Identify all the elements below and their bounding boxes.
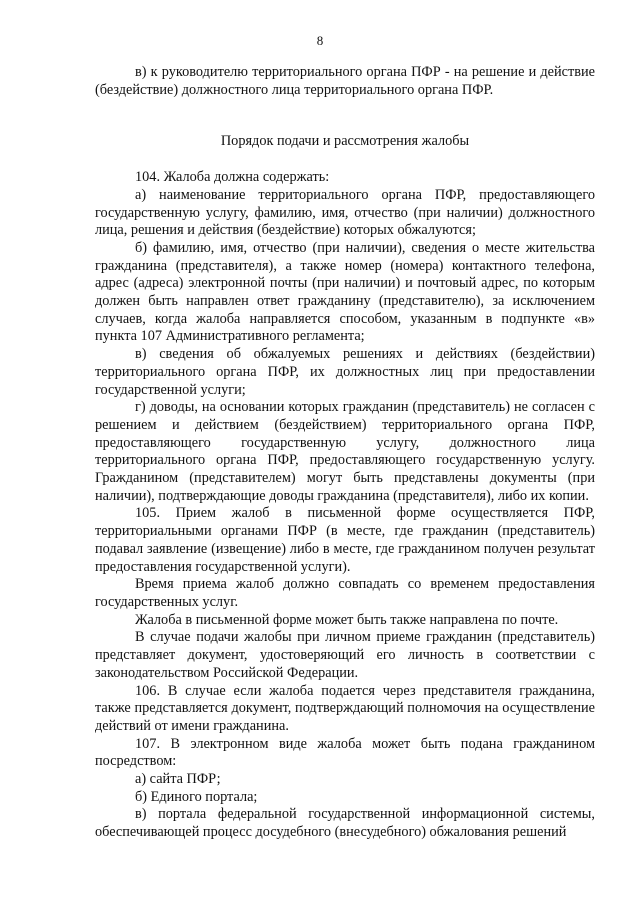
- paragraph-105: 105. Прием жалоб в письменной форме осуществляется ПФР, территориальными органами ПФР (в месте, где гражданин (представитель) подавал заявление (извещение) либо в месте, где гражданином получен результат предоставления государственной услуги).: [95, 505, 595, 575]
- paragraph-104-v: в) сведения об обжалуемых решениях и действиях (бездействии) территориального органа ПФР, их должностных лиц при предоставлении государственной услуги;: [95, 346, 595, 398]
- section-heading: Порядок подачи и рассмотрения жалобы: [220, 133, 470, 150]
- paragraph-104-b: б) фамилию, имя, отчество (при наличии), сведения о месте жительства гражданина (представителя), а также номер (номера) контактного телефона, адрес (адреса) электронной почты (при наличии) и почтовый адрес, по которым должен быть направлен ответ гражданину (представителю), за исключением случаев, когда жалоба направляется способом, указанным в подпункте «в» пункта 107 Административного регламента;: [95, 239, 595, 345]
- paragraph-105-time: Время приема жалоб должно совпадать со временем предоставления государственных услуг.: [95, 576, 595, 610]
- paragraph-105-personal: В случае подачи жалобы при личном приеме гражданин (представитель) представляет документ, удостоверяющий его личность в соответствии с законодательством Российской Федерации.: [95, 629, 595, 681]
- paragraph-104-a: а) наименование территориального органа ПФР, предоставляющего государственную услугу, фамилию, имя, отчество (при наличии) должностного лица, решения и действия (бездействие) которых обжалуются;: [95, 186, 595, 239]
- page-number: 8: [316, 33, 324, 48]
- paragraph-105-mail: Жалоба в письменной форме может быть также направлена по почте.: [135, 611, 559, 628]
- document-body: [95, 64, 595, 842]
- paragraph-107-v: в) портала федеральной государственной информационной системы, обеспечивающей процесс досудебного (внесудебного) обжалования решений: [95, 806, 595, 841]
- paragraph-106: 106. В случае если жалоба подается через представителя гражданина, также представляется документ, подтверждающий полномочия на осуществление действий от имени гражданина.: [95, 682, 595, 734]
- paragraph-107: 107. В электронном виде жалоба может быть подана гражданином посредством:: [95, 735, 595, 770]
- paragraph-107-b: б) Единого портала;: [135, 788, 258, 805]
- paragraph-107-a: а) сайта ПФР;: [135, 771, 221, 788]
- paragraph-104: 104. Жалоба должна содержать:: [135, 169, 330, 186]
- intro-paragraph: в) к руководителю территориального органа ПФР - на решение и действие (бездействие) должностного лица территориального органа ПФР.: [95, 64, 595, 98]
- paragraph-104-g: г) доводы, на основании которых гражданин (представитель) не согласен с решением и действием (бездействием) территориального органа ПФР, предоставляющего государственную услугу, должностного лица территориального органа ПФР, предоставляющего государственную услугу. Гражданином (представителем) могут быть представлены документы (при наличии), подтверждающие доводы гражданина (представителя), либо их копии.: [95, 399, 595, 504]
